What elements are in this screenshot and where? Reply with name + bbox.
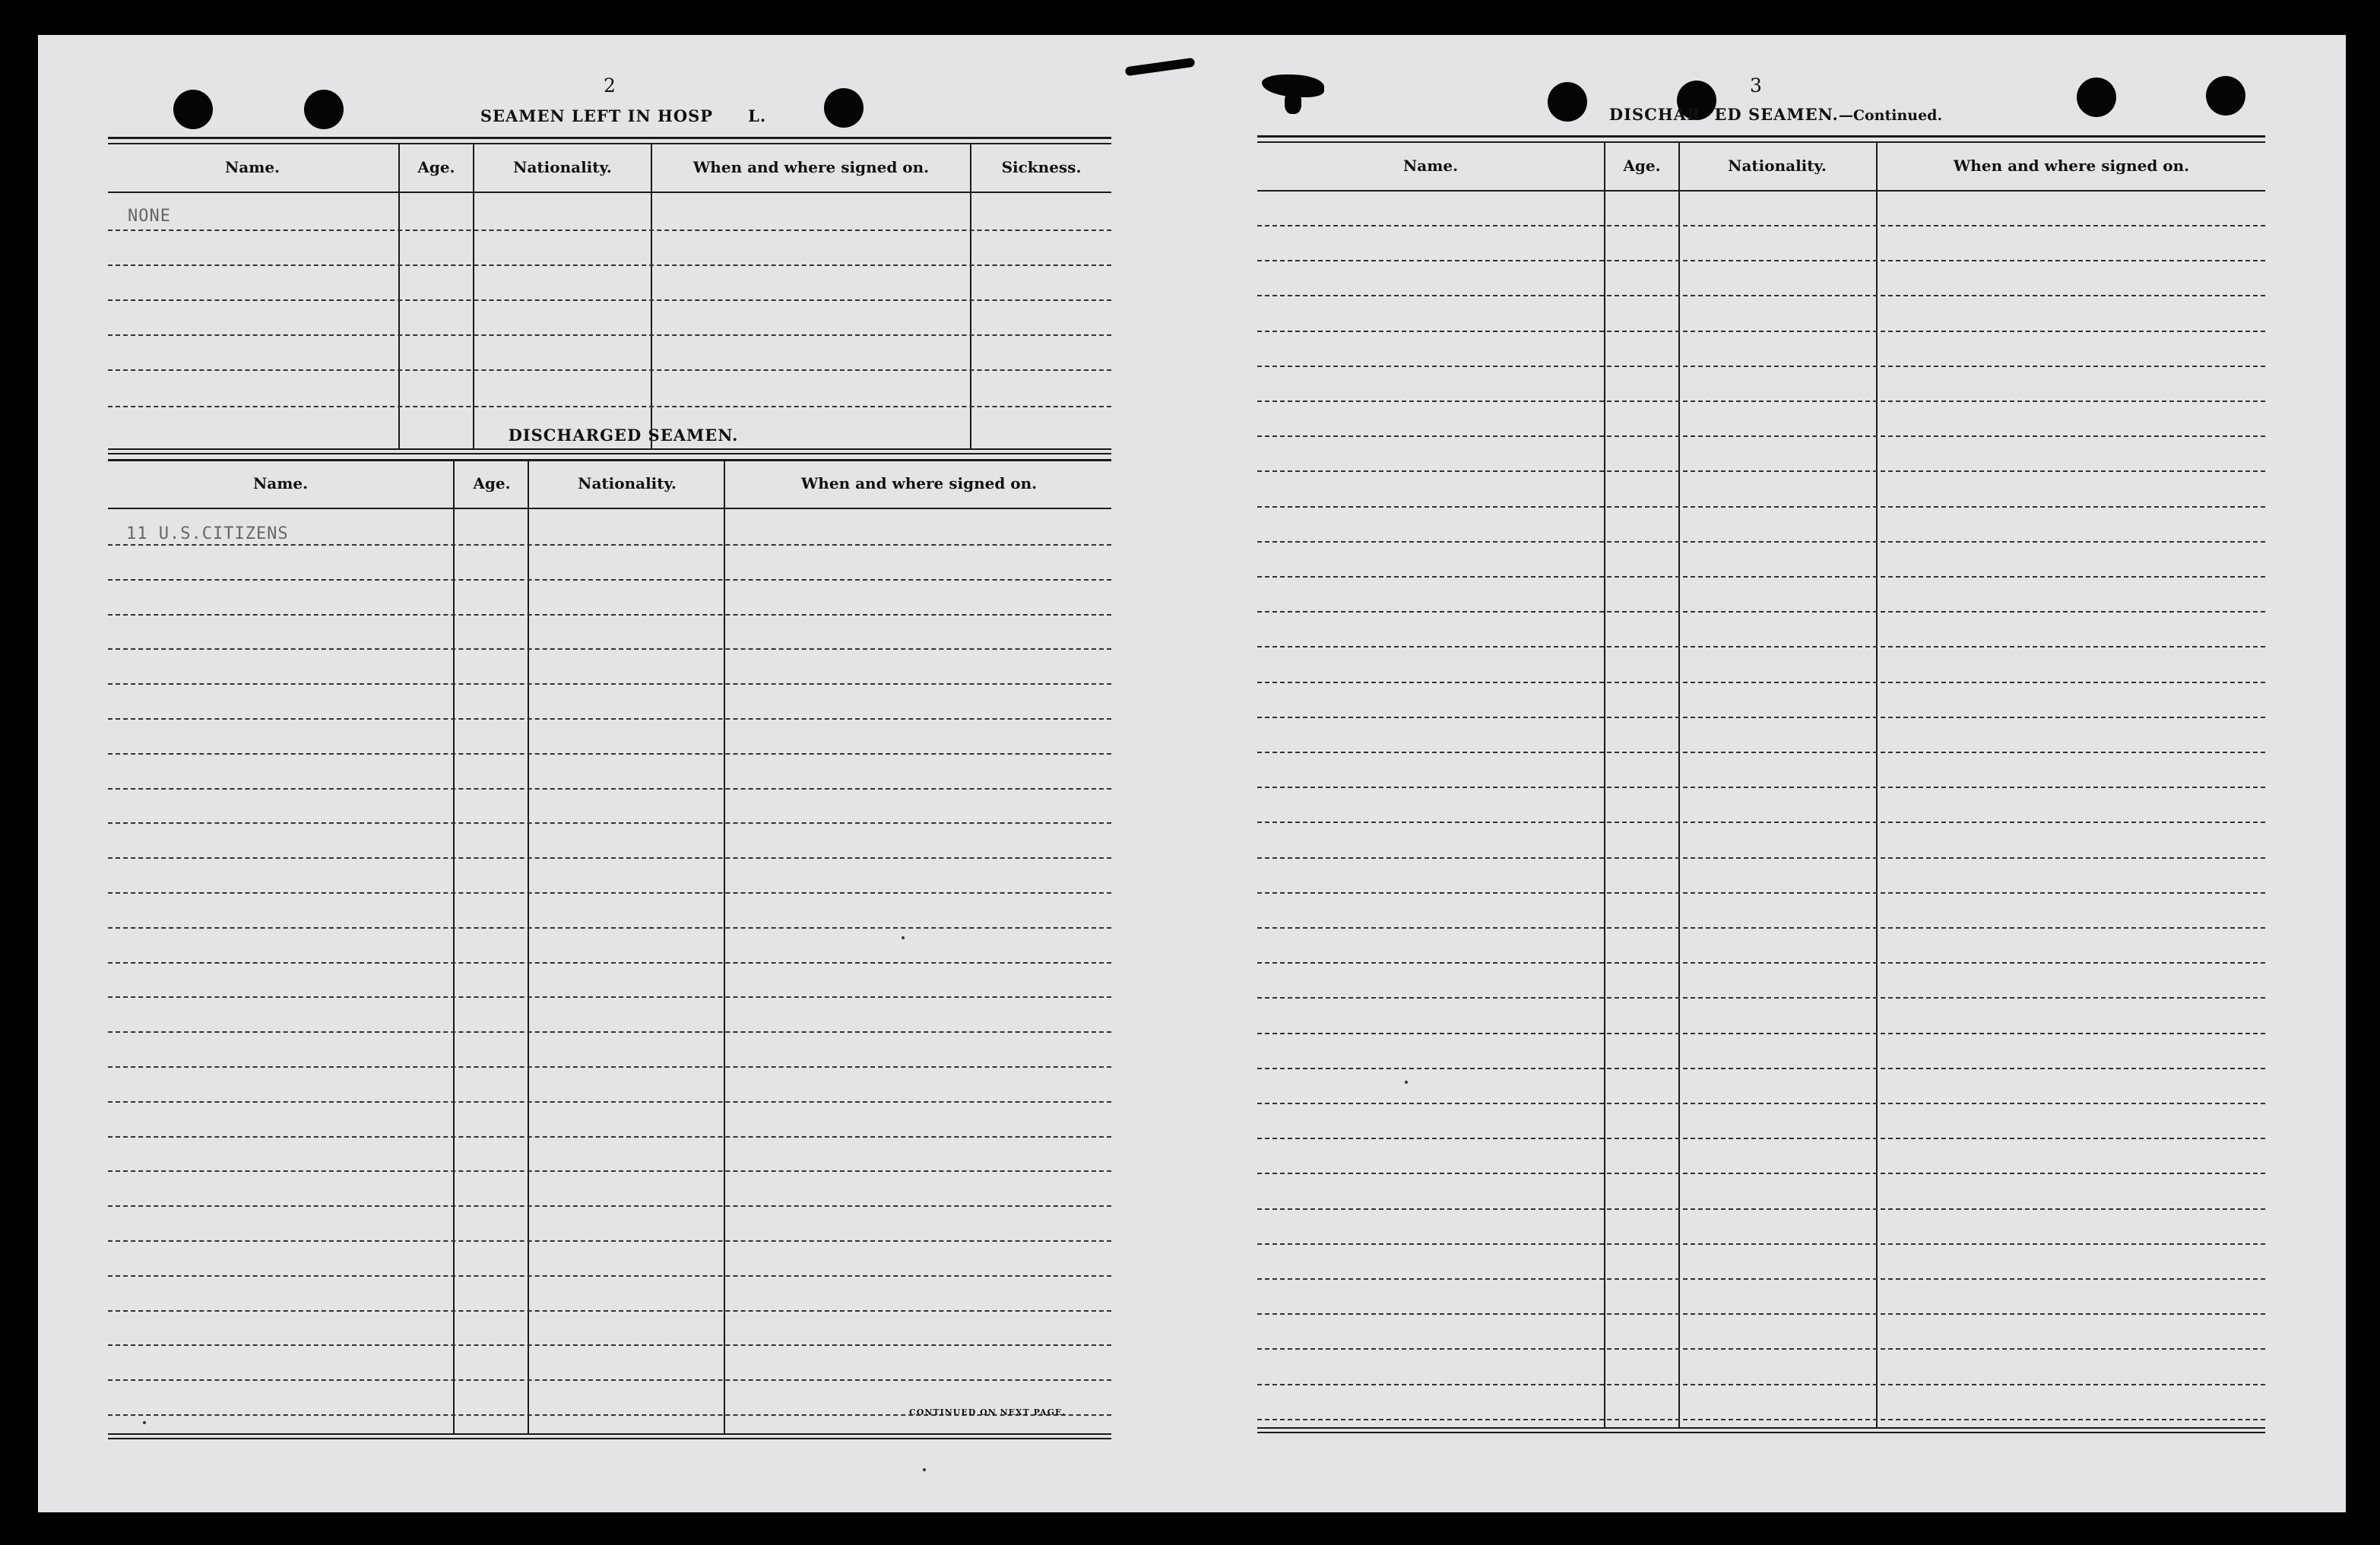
row-line (1257, 1278, 2265, 1280)
discharged-col-age: Age. (473, 474, 511, 492)
row-line (1257, 611, 2265, 613)
row-line (1257, 927, 2265, 929)
continued-col-name: Name. (1402, 157, 1459, 175)
row-line (108, 1275, 1111, 1277)
discharged-table-bottom-rule (108, 1438, 1111, 1439)
row-line (1257, 225, 2265, 226)
row-line (1257, 366, 2265, 367)
hospital-row-line (108, 299, 1111, 301)
ink-blot (1285, 91, 1301, 114)
row-line (1257, 1384, 2265, 1385)
row-line (1257, 1419, 2265, 1420)
discharged-col-name: Name. (252, 474, 309, 492)
row-line (1257, 717, 2265, 718)
row-line (108, 927, 1111, 929)
hospital-col-divider (398, 144, 400, 448)
row-line (108, 1031, 1111, 1033)
hospital-row-line (108, 230, 1111, 231)
punch-hole (173, 90, 213, 129)
row-line (1257, 997, 2265, 999)
paper-speck (923, 1468, 926, 1471)
row-line (1257, 1243, 2265, 1245)
row-line (1257, 1313, 2265, 1315)
row-line (108, 822, 1111, 824)
discharged-table-bottom-rule (108, 1433, 1111, 1435)
paper-speck (1405, 1081, 1408, 1084)
row-line (108, 544, 1111, 546)
row-line (108, 683, 1111, 685)
continued-title-mid: ED SEAMEN. (1714, 105, 1839, 124)
discharged-col-divider (528, 461, 529, 1433)
continued-col-age: Age. (1623, 157, 1661, 175)
row-line (1257, 752, 2265, 753)
row-line (108, 1344, 1111, 1346)
continued-header-rule (1257, 190, 2265, 192)
row-line (1257, 1173, 2265, 1174)
hospital-col-divider (970, 144, 971, 448)
continued-title-tail: —Continued. (1838, 107, 1943, 124)
page-number-right: 3 (1750, 74, 1762, 97)
hospital-section-title (464, 106, 783, 125)
hospital-col-sickness: Sickness. (1001, 158, 1082, 176)
continued-title-head: DISCHAR (1608, 105, 1701, 124)
discharged-table-top-rule (108, 453, 1111, 454)
hospital-table-bottom-rule (108, 448, 1111, 450)
hospital-col-name: Name. (224, 158, 280, 176)
discharged-col-divider (724, 461, 725, 1433)
row-line (108, 857, 1111, 859)
row-line (108, 788, 1111, 790)
row-line (1257, 470, 2265, 472)
discharged-section-title: DISCHARGED SEAMEN. (508, 426, 739, 445)
hospital-col-signed-on: When and where signed on. (692, 158, 930, 176)
row-line (108, 1310, 1111, 1312)
hospital-header-rule (108, 192, 1111, 193)
punch-hole (2077, 78, 2116, 117)
row-line (1257, 1068, 2265, 1069)
row-line (108, 1170, 1111, 1172)
continued-table-bottom-rule (1257, 1432, 2265, 1433)
hospital-title-tail: L. (748, 106, 767, 125)
continued-col-nationality: Nationality. (1728, 157, 1827, 175)
ink-blot (1125, 58, 1196, 77)
continued-section-title (1563, 105, 1989, 124)
row-line (1257, 260, 2265, 261)
hospital-row-name: NONE (128, 207, 171, 226)
row-line (108, 1136, 1111, 1138)
discharged-header-rule (108, 508, 1111, 509)
hospital-col-divider (651, 144, 652, 448)
continued-table-bottom-rule (1257, 1427, 2265, 1429)
row-line (1257, 1348, 2265, 1350)
punch-hole (824, 88, 864, 128)
paper-speck (902, 936, 905, 939)
discharged-col-divider (453, 461, 455, 1433)
row-line (108, 1240, 1111, 1242)
hospital-row-line (108, 334, 1111, 336)
row-line (1257, 892, 2265, 894)
hospital-row-line (108, 264, 1111, 266)
row-line (1257, 1138, 2265, 1139)
row-line (1257, 962, 2265, 964)
hospital-row-line (108, 369, 1111, 371)
row-line (108, 753, 1111, 755)
row-line (1257, 331, 2265, 332)
continued-col-divider (1604, 143, 1605, 1429)
row-line (1257, 682, 2265, 683)
row-line (1257, 1033, 2265, 1034)
discharged-table-top-rule (108, 459, 1111, 461)
row-line (108, 1101, 1111, 1103)
row-line (1257, 295, 2265, 296)
row-line (108, 996, 1111, 998)
row-line (108, 579, 1111, 581)
hospital-col-age: Age. (417, 158, 455, 176)
hospital-table-top-rule (108, 137, 1111, 139)
page-number-left: 2 (604, 74, 616, 97)
row-line (1257, 1208, 2265, 1210)
row-line (1257, 576, 2265, 578)
discharged-col-nationality: Nationality. (578, 474, 677, 492)
discharged-row-name: 11 U.S.CITIZENS (126, 524, 289, 543)
hospital-row-line (108, 406, 1111, 407)
row-line (1257, 787, 2265, 788)
document-sheet (38, 35, 2346, 1512)
row-line (108, 614, 1111, 616)
row-line (1257, 506, 2265, 508)
continued-col-signed-on: When and where signed on. (1953, 157, 2190, 175)
row-line (108, 1379, 1111, 1381)
hospital-table-top-rule (108, 143, 1111, 144)
row-line (108, 648, 1111, 650)
row-line (108, 892, 1111, 894)
continued-note: CONTINUED ON NEXT PAGE. (909, 1407, 1066, 1417)
paper-speck (143, 1421, 146, 1424)
discharged-col-signed-on: When and where signed on. (800, 474, 1038, 492)
row-line (108, 962, 1111, 964)
hospital-col-divider (473, 144, 474, 448)
punch-hole (2206, 76, 2245, 116)
row-line (108, 1066, 1111, 1068)
punch-hole (304, 90, 344, 129)
hospital-title-text: SEAMEN LEFT IN HOSP (480, 106, 714, 125)
continued-col-divider (1876, 143, 1878, 1429)
row-line (1257, 435, 2265, 437)
row-line (108, 718, 1111, 720)
row-line (1257, 646, 2265, 647)
row-line (1257, 857, 2265, 859)
row-line (1257, 1103, 2265, 1104)
row-line (108, 1205, 1111, 1207)
continued-col-divider (1678, 143, 1680, 1429)
hospital-col-nationality: Nationality. (513, 158, 612, 176)
continued-table-top-rule (1257, 141, 2265, 143)
row-line (1257, 541, 2265, 543)
continued-table-top-rule (1257, 135, 2265, 138)
row-line (1257, 400, 2265, 402)
row-line (1257, 822, 2265, 823)
